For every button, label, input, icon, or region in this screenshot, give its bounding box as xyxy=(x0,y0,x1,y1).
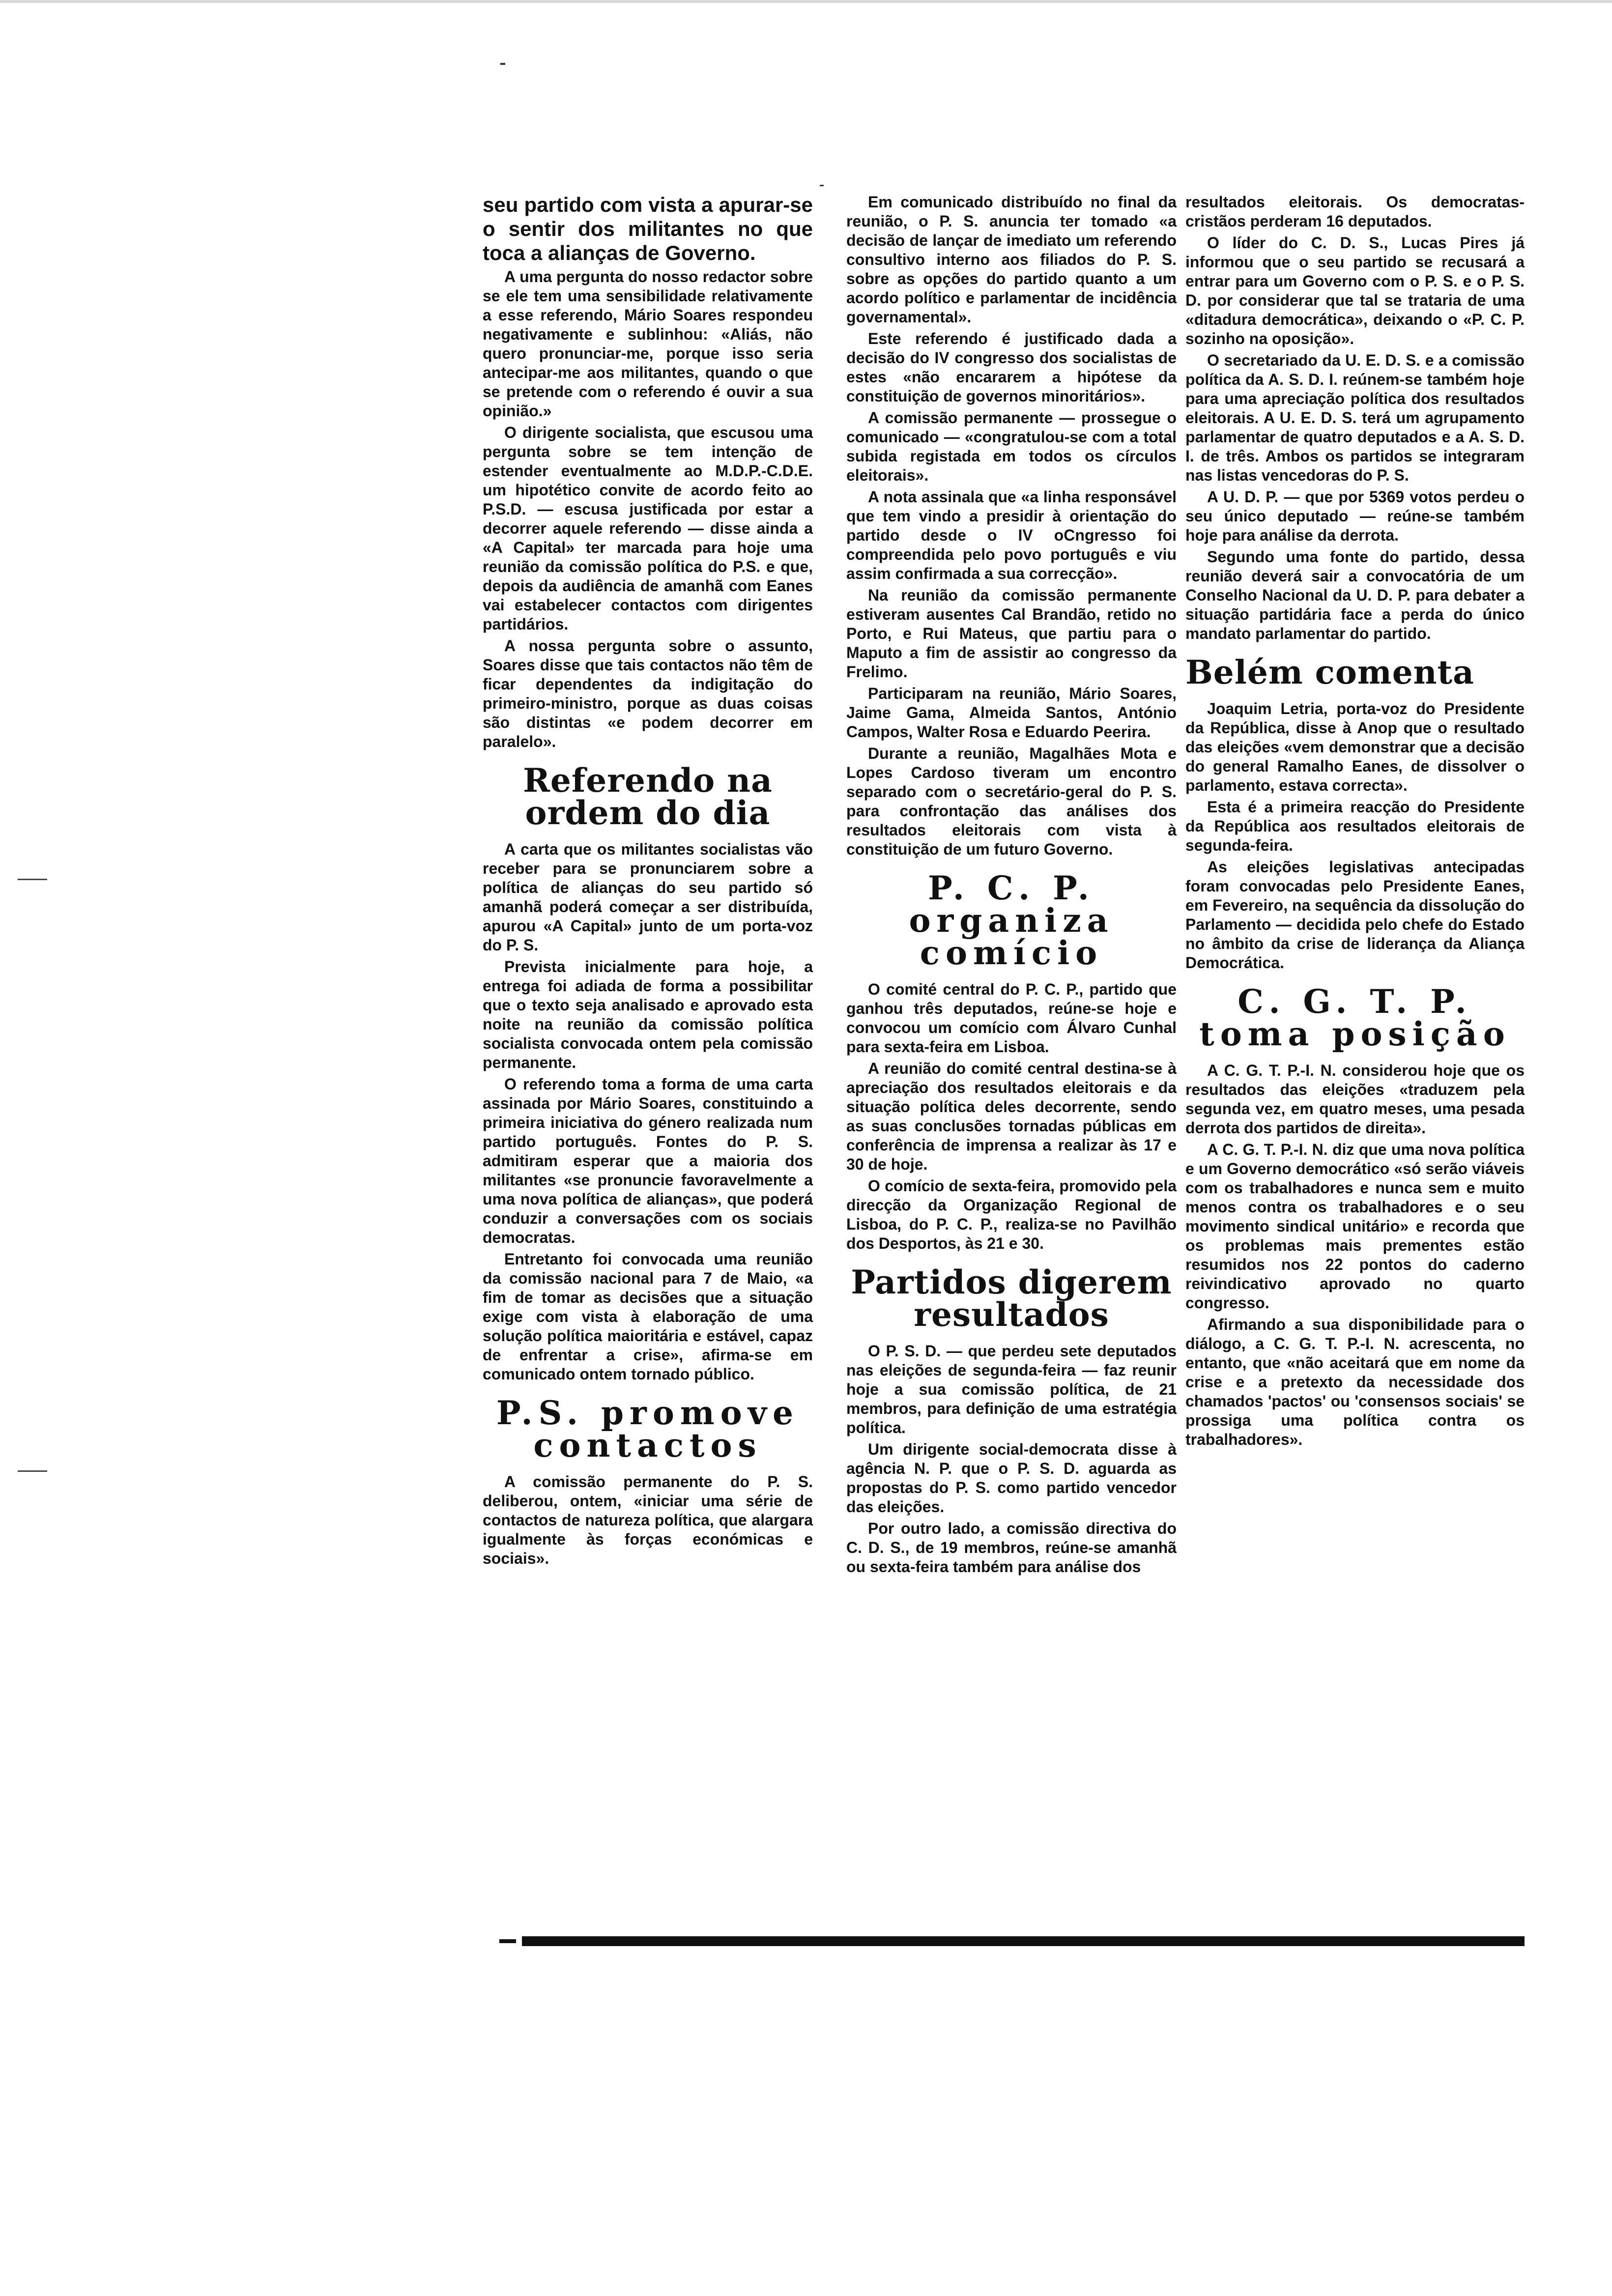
section-heading-referendo: Referendo na ordem do dia xyxy=(523,761,773,832)
paragraph: A carta que os militantes socialistas vão receber para se pronunciarem sobre a política de alianças do seu partido só amanhã poderá começar a ser distribuída, apurou «A Capital» junto de um porta-voz do P. S. xyxy=(483,840,813,954)
paragraph: O comício de sexta-feira, promovido pela direcção da Organização Regional de Lisboa, do P. C. P., realiza-se no Pavilhão dos Desportos, às 21 e 30. xyxy=(846,1177,1177,1252)
paragraph: Afirmando a sua disponibilidade para o diálogo, a C. G. T. P.-I. N. acrescenta, no entanto, que «não aceitará que em nome da crise e a pretexto da necessidade dos chamados 'pactos' ou 'consensos sociais' se prossiga uma política contra os trabalhadores». xyxy=(1185,1316,1525,1448)
paragraph: As eleições legislativas antecipadas foram convocadas pelo Presidente Eanes, em Fevereiro, na sequência da dissolução do Parlamento — decidida pelo chefe do Estado no âmbito da crise de liderança da Aliança Democrática. xyxy=(1185,858,1525,972)
article-column-1 xyxy=(483,193,813,1571)
paragraph: O secretariado da U. E. D. S. e a comissão política da A. S. D. I. reúnem-se também hoje para uma apreciação política dos resultados eleitorais. A U. E. D. S. terá um agrupamento parlamentar de quatro deputados e a A. S. D. I. de três. Ambos os partidos se integraram nas listas vencedoras do P. S. xyxy=(1185,351,1525,484)
paragraph: A C. G. T. P.-I. N. diz que uma nova política e um Governo democrático «só serão viáveis com os trabalhadores e nunca sem e muito menos contra os trabalhadores e o seu movimento sindical unitário» e recorda que os problemas mais prementes estão resumidos nos 22 pontos do caderno reivindicativo aprovado no quarto congresso. xyxy=(1185,1141,1525,1312)
paragraph: A comissão permanente — prossegue o comunicado — «congratulou-se com a total subida registada em todos os círculos eleitorais». xyxy=(846,409,1177,484)
paragraph: A comissão permanente do P. S. deliberou, ontem, «iniciar uma série de contactos de natureza política, que alargara igualmente às forças económicas e sociais». xyxy=(483,1473,813,1567)
paragraph: A C. G. T. P.-I. N. considerou hoje que os resultados das eleições «traduzem pela segunda vez, em quatro meses, uma pesada derrota dos partidos de direita». xyxy=(1185,1062,1525,1137)
paragraph: O referendo toma a forma de uma carta assinada por Mário Soares, constituindo a primeira iniciativa do género realizada num partido português. Fontes do P. S. admitiram esperar que a maioria dos militantes «se pronuncie favoravelmente a uma nova política de alianças», que poderá conduzir a conversações com os sociais democratas. xyxy=(483,1075,813,1246)
margin-mark xyxy=(18,1470,47,1472)
paragraph: Um dirigente social-democrata disse à agência N. P. que o P. S. D. aguarda as propostas do P. S. como partido vencedor das eleições. xyxy=(846,1440,1177,1516)
bottom-rule-tip xyxy=(499,1939,516,1943)
section-heading-cgtp: C. G. T. P. toma posição xyxy=(1199,982,1511,1053)
scan-top-edge xyxy=(0,0,1612,3)
paragraph: O comité central do P. C. P., partido que ganhou três deputados, reúne-se hoje e convocou um comício com Álvaro Cunhal para sexta-feira em Lisboa. xyxy=(846,980,1177,1056)
article-column-2 xyxy=(846,193,1177,1579)
paragraph: Segundo uma fonte do partido, dessa reunião deverá sair a convocatória de um Conselho Nacional da U. D. P. para debater a situação partidária face a perda do único mandato parlamentar do partido. xyxy=(1185,548,1525,642)
paragraph: Entretanto foi convocada uma reunião da comissão nacional para 7 de Maio, «a fim de tomar as decisões que a situação exige com vista à elaboração de uma solução política maioritária e estável, capaz de enfrentar a crise», afirma-se em comunicado ontem tornado público. xyxy=(483,1250,813,1383)
scan-speck xyxy=(820,185,824,186)
section-heading-belem: Belém comenta xyxy=(1185,653,1474,691)
paragraph: Participaram na reunião, Mário Soares, Jaime Gama, Almeida Santos, António Campos, Walter Rosa e Eduardo Peerira. xyxy=(846,685,1177,741)
scan-speck xyxy=(500,63,505,65)
paragraph: A nota assinala que «a linha responsável que tem vindo a presidir à orientação do partido desde o IV oCngresso foi compreendida pelo povo português e viu assim confirmada a sua correcção». xyxy=(846,488,1177,582)
paragraph: Durante a reunião, Magalhães Mota e Lopes Cardoso tiveram um encontro separado com o secretário-geral do P. S. para confrontação das análises dos resultados eleitorais com vista à constituição de um futuro Governo. xyxy=(846,745,1177,858)
paragraph: Na reunião da comissão permanente estiveram ausentes Cal Brandão, retido no Porto, e Rui Mateus, que partiu para o Maputo a fim de assistir ao congresso da Frelimo. xyxy=(846,586,1177,681)
paragraph: Prevista inicialmente para hoje, a entrega foi adiada de forma a possibilitar que o texto seja analisado e aprovado esta noite na reunião da comissão política socialista convocada ontem pela comissão permanente. xyxy=(483,958,813,1071)
paragraph: Este referendo é justificado dada a decisão do IV congresso dos socialistas de estes «não encararem a hipótese da constituição de governos minoritários». xyxy=(846,330,1177,405)
section-heading-pcp: P. C. P. organiza comício xyxy=(909,869,1114,972)
paragraph: resultados eleitorais. Os democratas-cristãos perderam 16 deputados. xyxy=(1185,193,1525,230)
paragraph: A reunião do comité central destina-se à apreciação dos resultados eleitorais e da situação política deles decorrente, sendo as suas conclusões tornadas públicas em conferência de imprensa a realizar às 17 e 30 de hoje. xyxy=(846,1060,1177,1173)
paragraph: Por outro lado, a comissão directiva do C. D. S., de 19 membros, reúne-se amanhã ou sexta-feira também para análise dos xyxy=(846,1520,1177,1576)
paragraph: Esta é a primeira reacção do Presidente da República aos resultados eleitorais de segunda-feira. xyxy=(1185,798,1525,854)
article-column-3 xyxy=(1185,193,1525,1452)
article-lead-paragraph: seu partido com vista a apurar-se o sentir dos militantes no que toca a alianças de Governo. xyxy=(483,193,813,264)
paragraph: A nossa pergunta sobre o assunto, Soares disse que tais contactos não têm de ficar dependentes da indigitação do primeiro-ministro, porque as duas coisas são distintas «e podem decorrer em paralelo». xyxy=(483,637,813,750)
section-heading-partidos: Partidos digerem resultados xyxy=(851,1263,1172,1334)
margin-mark xyxy=(18,879,47,880)
paragraph: O P. S. D. — que perdeu sete deputados nas eleições de segunda-feira — faz reunir hoje a sua comissão política, de 21 membros, para definição de uma estratégia política. xyxy=(846,1342,1177,1436)
paragraph: A U. D. P. — que por 5369 votos perdeu o seu único deputado — reúne-se também hoje para análise da derrota. xyxy=(1185,488,1525,544)
bottom-rule xyxy=(522,1936,1525,1946)
paragraph: Joaquim Letria, porta-voz do Presidente da República, disse à Anop que o resultado das eleições «vem demonstrar que a decisão do general Ramalho Eanes, de dissolver o parlamento, estava correcta». xyxy=(1185,700,1525,794)
paragraph: O líder do C. D. S., Lucas Pires já informou que o seu partido se recusará a entrar para um Governo com o P. S. e o P. S. D. por considerar que tal se trataria de uma «ditadura democrática», deixando o «P. C. P. sozinho na oposição». xyxy=(1185,234,1525,347)
paragraph: Em comunicado distribuído no final da reunião, o P. S. anuncia ter tomado «a decisão de lançar de imediato um referendo consultivo interno aos filiados do P. S. sobre as opções do partido quanto a um acordo político e parlamentar de incidência governamental». xyxy=(846,193,1177,326)
paragraph: O dirigente socialista, que escusou uma pergunta sobre se tem intenção de estender eventualmente ao M.D.P.-C.D.E. um hipotético convite de acordo feito ao P.S.D. — escusa justificada por estar a decorrer aquele referendo — disse ainda a «A Capital» ter marcada para hoje uma reunião da comissão política do P.S. e que, depois da audiência de amanhã com Eanes vai estabelecer contactos com dirigentes partidários. xyxy=(483,424,813,633)
paragraph: A uma pergunta do nosso redactor sobre se ele tem uma sensibilidade relativamente a esse referendo, Mário Soares respondeu negativamente e sublinhou: «Aliás, não quero pronunciar-me, porque isso seria antecipar-me aos militantes, quando o que se pretende com o referendo é ouvir a sua opinião.» xyxy=(483,268,813,420)
section-heading-ps-promove: P.S. promove contactos xyxy=(496,1394,800,1464)
